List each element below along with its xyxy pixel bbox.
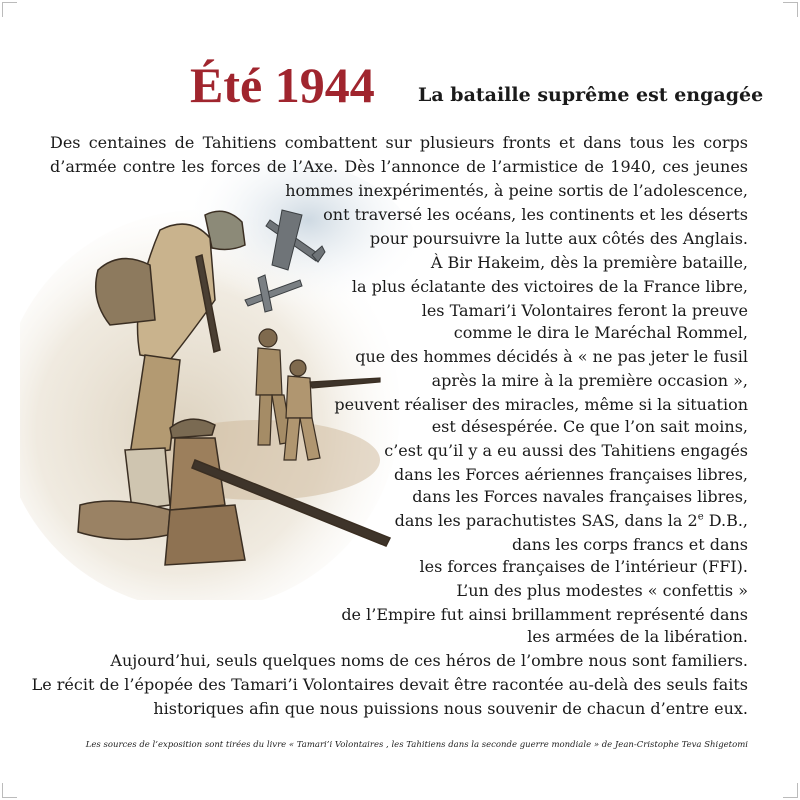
source-note: Les sources de l’exposition sont tirées du livre « Tamari’i Volontaires , les Tahitiens dans la seconde guerre mondiale » de Jean-Cristophe Teva Shigetomi	[85, 740, 748, 750]
body-text-line: À Bir Hakeim, dès la première bataille,	[430, 253, 748, 272]
body-text-line: est désespérée. Ce que l’on sait moins,	[431, 417, 748, 436]
body-text-line: pour poursuivre la lutte aux côtés des Anglais.	[369, 229, 748, 248]
body-text-line: les armées de la libération.	[527, 627, 748, 646]
crop-mark-top-right	[783, 2, 798, 17]
body-text-line: de l’Empire fut ainsi brillamment représenté dans	[341, 605, 748, 624]
page-subtitle: La bataille suprême est engagée	[418, 84, 764, 106]
body-text-line	[395, 510, 748, 532]
crop-mark-bottom-left	[2, 783, 17, 798]
body-text-line: la plus éclatante des victoires de la France libre,	[351, 277, 748, 296]
body-text-segment: D.B.,	[703, 511, 748, 530]
body-text-line: que des hommes décidés à « ne pas jeter le fusil	[355, 347, 748, 366]
soldiers-illustration	[20, 160, 420, 600]
body-text-line: c’est qu’il y a eu aussi des Tahitiens engagés	[384, 441, 748, 460]
body-text-line: dans les Forces navales françaises libres,	[412, 487, 748, 506]
body-text-line: dans les corps francs et dans	[512, 535, 748, 554]
body-text-line: les forces françaises de l’intérieur (FFI).	[419, 557, 748, 576]
crop-mark-bottom-right	[783, 783, 798, 798]
body-text-line: historiques afin que nous puissions nous souvenir de chacun d’entre eux.	[153, 699, 748, 718]
body-text-line: Des centaines de Tahitiens combattent sur plusieurs fronts et dans tous les corps	[50, 133, 748, 152]
body-text-line: dans les Forces aériennes françaises libres,	[393, 465, 748, 484]
body-text-segment: dans les parachutistes SAS, dans la 2	[394, 511, 698, 530]
body-text-line: Aujourd’hui, seuls quelques noms de ces héros de l’ombre nous sont familiers.	[110, 651, 748, 670]
body-text-line: après la mire à la première occasion »,	[431, 371, 748, 390]
body-text-line: d’armée contre les forces de l’Axe. Dès l’annonce de l’armistice de 1940, ces jeunes	[50, 157, 748, 176]
body-text-line: peuvent réaliser des miracles, même si la situation	[334, 395, 748, 414]
body-text-line: les Tamari’i Volontaires feront la preuve	[421, 301, 748, 320]
body-text-line: ont traversé les océans, les continents et les déserts	[323, 205, 748, 224]
body-text-line: L’un des plus modestes « confettis »	[456, 581, 748, 600]
crop-mark-top-left	[2, 2, 17, 17]
page-title: Été 1944	[190, 57, 375, 113]
ordinal-superscript: e	[697, 511, 704, 523]
body-text-line: Le récit de l’épopée des Tamari’i Volontaires devait être racontée au-delà des seuls faits	[31, 675, 748, 694]
body-text-line: comme le dira le Maréchal Rommel,	[453, 323, 748, 342]
body-text-line: hommes inexpérimentés, à peine sortis de l’adolescence,	[285, 181, 748, 200]
